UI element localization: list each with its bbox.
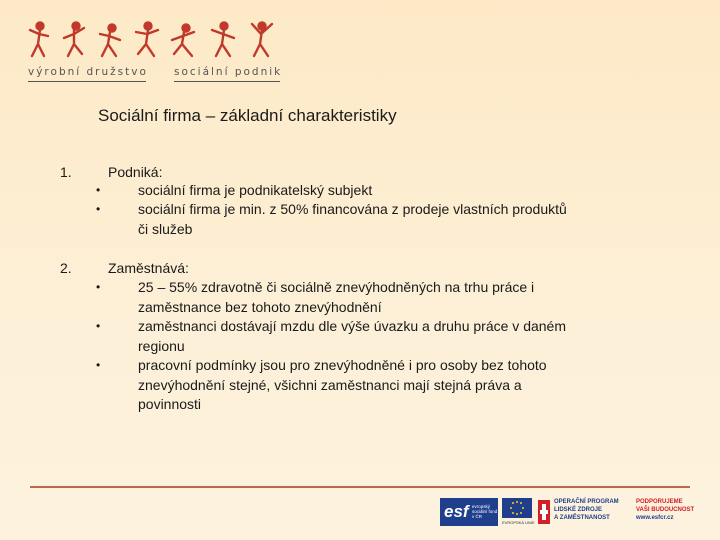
bullet-line: povinnosti [138, 396, 202, 412]
footer-divider [30, 486, 690, 488]
section-heading: Podniká: [108, 164, 163, 180]
bullet-text [138, 181, 638, 201]
bullet-line: pracovní podmínky jsou pro znevýhodněné i pro osoby bez tohoto [138, 357, 547, 373]
bullet-line: či služeb [138, 220, 193, 237]
op-lzz-icon [536, 498, 552, 526]
bullet-icon: • [96, 358, 101, 372]
esf-logo-text: esf [444, 502, 469, 521]
slide-title: Sociální firma – základní charakteristiky [98, 106, 397, 125]
op-line: LIDSKÉ ZDROJE [554, 507, 603, 513]
logo-left-text: výrobní družstvo [28, 66, 148, 78]
op-line: A ZAMĚSTNANOST [554, 515, 610, 521]
logo-underline-left [28, 81, 146, 82]
dancing-figures-icon [24, 18, 284, 64]
esf-logo [440, 498, 498, 526]
logo-right-text: sociální podnik [174, 66, 283, 78]
bullet-line: zaměstnanci dostávají mzdu dle výše úvazku a druhu práce v daném [138, 318, 567, 334]
bullet-icon: • [96, 319, 101, 333]
bullet-text [138, 356, 638, 415]
bullet-line: regionu [138, 337, 185, 354]
support-line: PODPORUJEME [636, 499, 683, 505]
bullet-icon: • [96, 280, 101, 294]
bullet-icon: • [96, 183, 101, 197]
eu-caption: EVROPSKÁ UNIE [502, 520, 535, 525]
bullet-line: sociální firma je podnikatelský subjekt [138, 182, 373, 198]
bullet-text [138, 278, 638, 317]
esf-subtitle: evropský sociální fond v ČR [472, 504, 498, 519]
section-number: 1. [60, 164, 72, 180]
op-program-text [554, 498, 644, 522]
section-heading: Zaměstnává: [108, 260, 189, 276]
section-number: 2. [60, 260, 72, 276]
eu-flag-icon [502, 498, 532, 518]
footer-logos [440, 496, 710, 530]
bullet-text [138, 317, 638, 356]
esf-url-link[interactable]: www.esfcr.cz [636, 515, 674, 521]
support-line: VAŠI BUDOUCNOST [636, 507, 695, 513]
support-text [636, 498, 710, 522]
bullet-text [138, 200, 638, 239]
op-line: OPERAČNÍ PROGRAM [554, 499, 619, 505]
logo-underline-right [174, 81, 280, 82]
bullet-line: sociální firma je min. z 50% financována z prodeje vlastních produktů [138, 201, 567, 217]
bullet-line: znevýhodnění stejné, všichni zaměstnanci mají stejná práva a [138, 376, 522, 393]
bullet-icon: • [96, 202, 101, 216]
bullet-line: 25 – 55% zdravotně či sociálně znevýhodněných na trhu práce i [138, 279, 535, 295]
bullet-line: zaměstnance bez tohoto znevýhodnění [138, 298, 382, 315]
company-logo [24, 18, 284, 82]
